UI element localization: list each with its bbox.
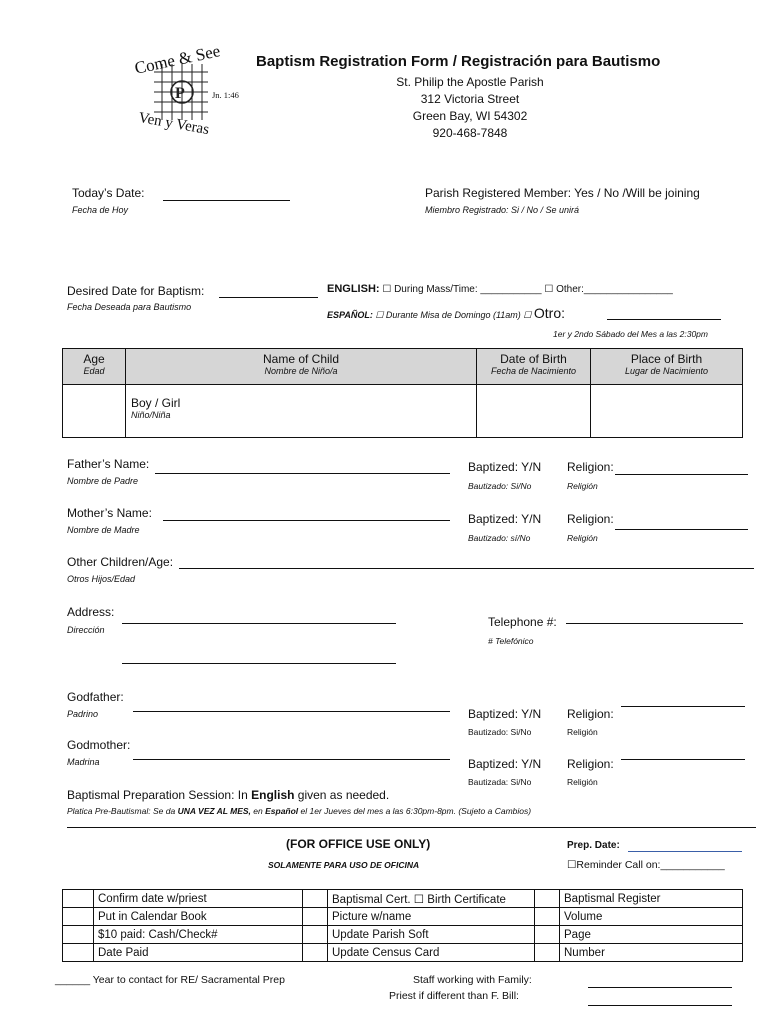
office-check-cell[interactable] — [303, 908, 328, 926]
espanol-text[interactable]: ☐ Durante Misa de Domingo (11am) ☐ — [372, 310, 534, 320]
logo-verse: Jn. 1:46 — [212, 90, 239, 100]
name-cell[interactable] — [126, 385, 477, 438]
prep-sub-b: UNA VEZ AL MES, — [177, 806, 251, 816]
address-field-2[interactable] — [122, 663, 396, 664]
reminder-call[interactable]: ☐Reminder Call on:___________ — [567, 859, 725, 871]
pob-cell[interactable] — [591, 385, 743, 438]
godmother-baptized[interactable]: Baptized: Y/N — [468, 757, 542, 771]
telephone-label: Telephone #: — [488, 615, 557, 629]
parish-name: St. Philip the Apostle Parish — [396, 75, 544, 89]
other-children-sub: Otros Hijos/Edad — [67, 574, 136, 584]
pob-header — [591, 349, 743, 385]
child-table — [62, 348, 743, 438]
address-sub: Dirección — [67, 625, 105, 635]
mother-religion-sub: Religión — [567, 533, 598, 543]
office-check-cell[interactable] — [303, 926, 328, 944]
godmother-religion: Religion: — [567, 757, 614, 771]
father-baptized-sub: Bautizado: Si/No — [468, 481, 532, 491]
desired-sub: Fecha Deseada para Bautismo — [67, 302, 192, 312]
father-baptized[interactable]: Baptized: Y/N — [468, 460, 542, 474]
office-check-cell[interactable] — [535, 890, 560, 908]
office-divider — [67, 827, 756, 828]
desired-label: Desired Date for Baptism: — [67, 284, 205, 298]
office-check-cell[interactable] — [535, 926, 560, 944]
prep-lead: Baptismal Preparation Session: In — [67, 788, 252, 802]
office-row — [63, 926, 743, 944]
office-item: $10 paid: Cash/Check# — [94, 926, 303, 944]
godmother-field[interactable] — [133, 759, 450, 760]
father-religion-field[interactable] — [615, 474, 748, 475]
godfather-religion-sub: Religión — [567, 727, 598, 737]
office-table — [62, 889, 743, 962]
godfather-baptized-sub: Bautizado: Si/No — [468, 727, 532, 737]
godfather-religion-field[interactable] — [621, 706, 745, 707]
member-sub: Miembro Registrado: Si / No / Se unirá — [425, 205, 580, 215]
office-item: Page — [560, 926, 743, 944]
form-title: Baptism Registration Form / Registración para Bautismo — [256, 53, 661, 70]
mother-baptized[interactable]: Baptized: Y/N — [468, 512, 542, 526]
office-item: Update Census Card — [328, 944, 535, 962]
age-header-sub: Edad — [83, 366, 105, 376]
office-item: Date Paid — [94, 944, 303, 962]
dob-header-label: Date of Birth — [500, 352, 567, 366]
pob-header-sub: Lugar de Nacimiento — [624, 366, 709, 376]
godfather-baptized[interactable]: Baptized: Y/N — [468, 707, 542, 721]
logo-bottom-text: Ven y Veras — [137, 109, 211, 139]
father-sub: Nombre de Padre — [67, 476, 139, 486]
dob-header-sub: Fecha de Nacimiento — [490, 366, 577, 376]
office-item: Update Parish Soft — [328, 926, 535, 944]
prep-sub-a: Platica Pre-Bautismal: Se da — [67, 806, 178, 816]
father-label: Father’s Name: — [67, 457, 150, 471]
prep-sub-e: el 1er Jueves del mes a las 6:30pm-8pm. (Sujeto a Cambios) — [298, 806, 532, 816]
office-check-cell[interactable] — [303, 944, 328, 962]
office-row — [63, 908, 743, 926]
member-label: Parish Registered Member: Yes / No /Will be joining — [425, 186, 700, 200]
boy-girl-label: Boy / Girl — [131, 396, 181, 410]
age-cell[interactable] — [63, 385, 126, 438]
mother-sub: Nombre de Madre — [67, 525, 140, 535]
office-item: Put in Calendar Book — [94, 908, 303, 926]
father-field[interactable] — [155, 473, 450, 474]
parish-phone: 920-468-7848 — [432, 126, 508, 140]
desired-field[interactable] — [219, 297, 318, 298]
age-header — [63, 349, 126, 385]
prep-sub-c: en — [250, 806, 266, 816]
child-table-header — [63, 349, 743, 385]
prep-date-field[interactable] — [628, 851, 742, 852]
office-item: Confirm date w/priest — [94, 890, 303, 908]
office-item: Picture w/name — [328, 908, 535, 926]
father-religion-sub: Religión — [567, 481, 598, 491]
today-label: Today’s Date: — [72, 186, 145, 200]
dob-header — [477, 349, 591, 385]
office-item: Baptismal Register — [560, 890, 743, 908]
svg-text:P: P — [175, 85, 185, 102]
prep-session — [67, 788, 389, 802]
prep-sub-d: Español — [265, 806, 299, 816]
age-header-label: Age — [83, 352, 105, 366]
espanol-lead: ESPAÑOL: — [327, 310, 373, 320]
office-title: (FOR OFFICE USE ONLY) — [286, 837, 431, 851]
office-check-cell[interactable] — [63, 908, 94, 926]
parish-street: 312 Victoria Street — [420, 92, 520, 106]
today-sub: Fecha de Hoy — [72, 205, 129, 215]
english-option — [327, 283, 673, 295]
staff-field[interactable] — [588, 987, 732, 988]
office-check-cell[interactable] — [303, 890, 328, 908]
priest-field[interactable] — [588, 1005, 732, 1006]
office-item: Baptismal Cert. ☐ Birth Certificate — [328, 890, 535, 908]
office-check-cell[interactable] — [63, 890, 94, 908]
office-check-cell[interactable] — [535, 944, 560, 962]
mother-baptized-sub: Bautizado: sí/No — [468, 533, 531, 543]
office-check-cell[interactable] — [535, 908, 560, 926]
logo-top-text: Come & See — [132, 41, 222, 78]
otro-field[interactable] — [607, 319, 721, 320]
godfather-field[interactable] — [133, 711, 450, 712]
year-to-contact[interactable]: ______ Year to contact for RE/ Sacramental Prep — [55, 974, 285, 986]
address-field-1[interactable] — [122, 623, 396, 624]
mother-religion: Religion: — [567, 512, 614, 526]
office-row — [63, 890, 743, 908]
godmother-sub: Madrina — [67, 757, 100, 767]
name-header-label: Name of Child — [262, 352, 340, 366]
child-table-row — [63, 385, 743, 438]
pob-header-label: Place of Birth — [630, 352, 703, 366]
godfather-label: Godfather: — [67, 690, 124, 704]
godmother-label: Godmother: — [67, 738, 131, 752]
mother-religion-field[interactable] — [615, 529, 748, 530]
mother-label: Mother’s Name: — [67, 506, 152, 520]
otro-label: Otro: — [533, 305, 565, 321]
boy-girl-sub: Niño/Niña — [131, 410, 171, 420]
godmother-religion-field[interactable] — [621, 759, 745, 760]
telephone-field[interactable] — [566, 623, 743, 624]
english-lead: ENGLISH: — [327, 283, 380, 295]
prep-bold: English — [251, 788, 295, 802]
name-header — [126, 349, 477, 385]
parish-city: Green Bay, WI 54302 — [412, 109, 528, 123]
office-item: Number — [560, 944, 743, 962]
prep-session-sub — [67, 806, 531, 816]
office-sub: SOLAMENTE PARA USO DE OFICINA — [268, 860, 420, 870]
office-check-cell[interactable] — [63, 926, 94, 944]
other-children-field[interactable] — [179, 568, 754, 569]
office-row — [63, 944, 743, 962]
english-text[interactable]: ☐ During Mass/Time: ___________ ☐ Other:________________ — [379, 284, 673, 295]
espanol-note: 1er y 2ndo Sábado del Mes a las 2:30pm — [553, 329, 708, 339]
godfather-religion: Religion: — [567, 707, 614, 721]
prep-date-label: Prep. Date: — [567, 840, 620, 851]
telephone-sub: # Telefónico — [488, 636, 534, 646]
father-religion: Religion: — [567, 460, 614, 474]
prep-tail: given as needed. — [294, 788, 390, 802]
espanol-option — [327, 305, 565, 321]
dob-cell[interactable] — [477, 385, 591, 438]
godfather-sub: Padrino — [67, 709, 99, 719]
office-item: Volume — [560, 908, 743, 926]
name-header-sub: Nombre de Niño/a — [264, 366, 338, 376]
priest-label: Priest if different than F. Bill: — [389, 990, 519, 1002]
godmother-baptized-sub: Bautizada: Si/No — [468, 777, 532, 787]
office-check-cell[interactable] — [63, 944, 94, 962]
staff-label: Staff working with Family: — [413, 974, 532, 986]
today-field[interactable] — [163, 200, 290, 201]
mother-field[interactable] — [163, 520, 450, 521]
address-label: Address: — [67, 605, 115, 619]
other-children-label: Other Children/Age: — [67, 555, 174, 569]
godmother-religion-sub: Religión — [567, 777, 598, 787]
